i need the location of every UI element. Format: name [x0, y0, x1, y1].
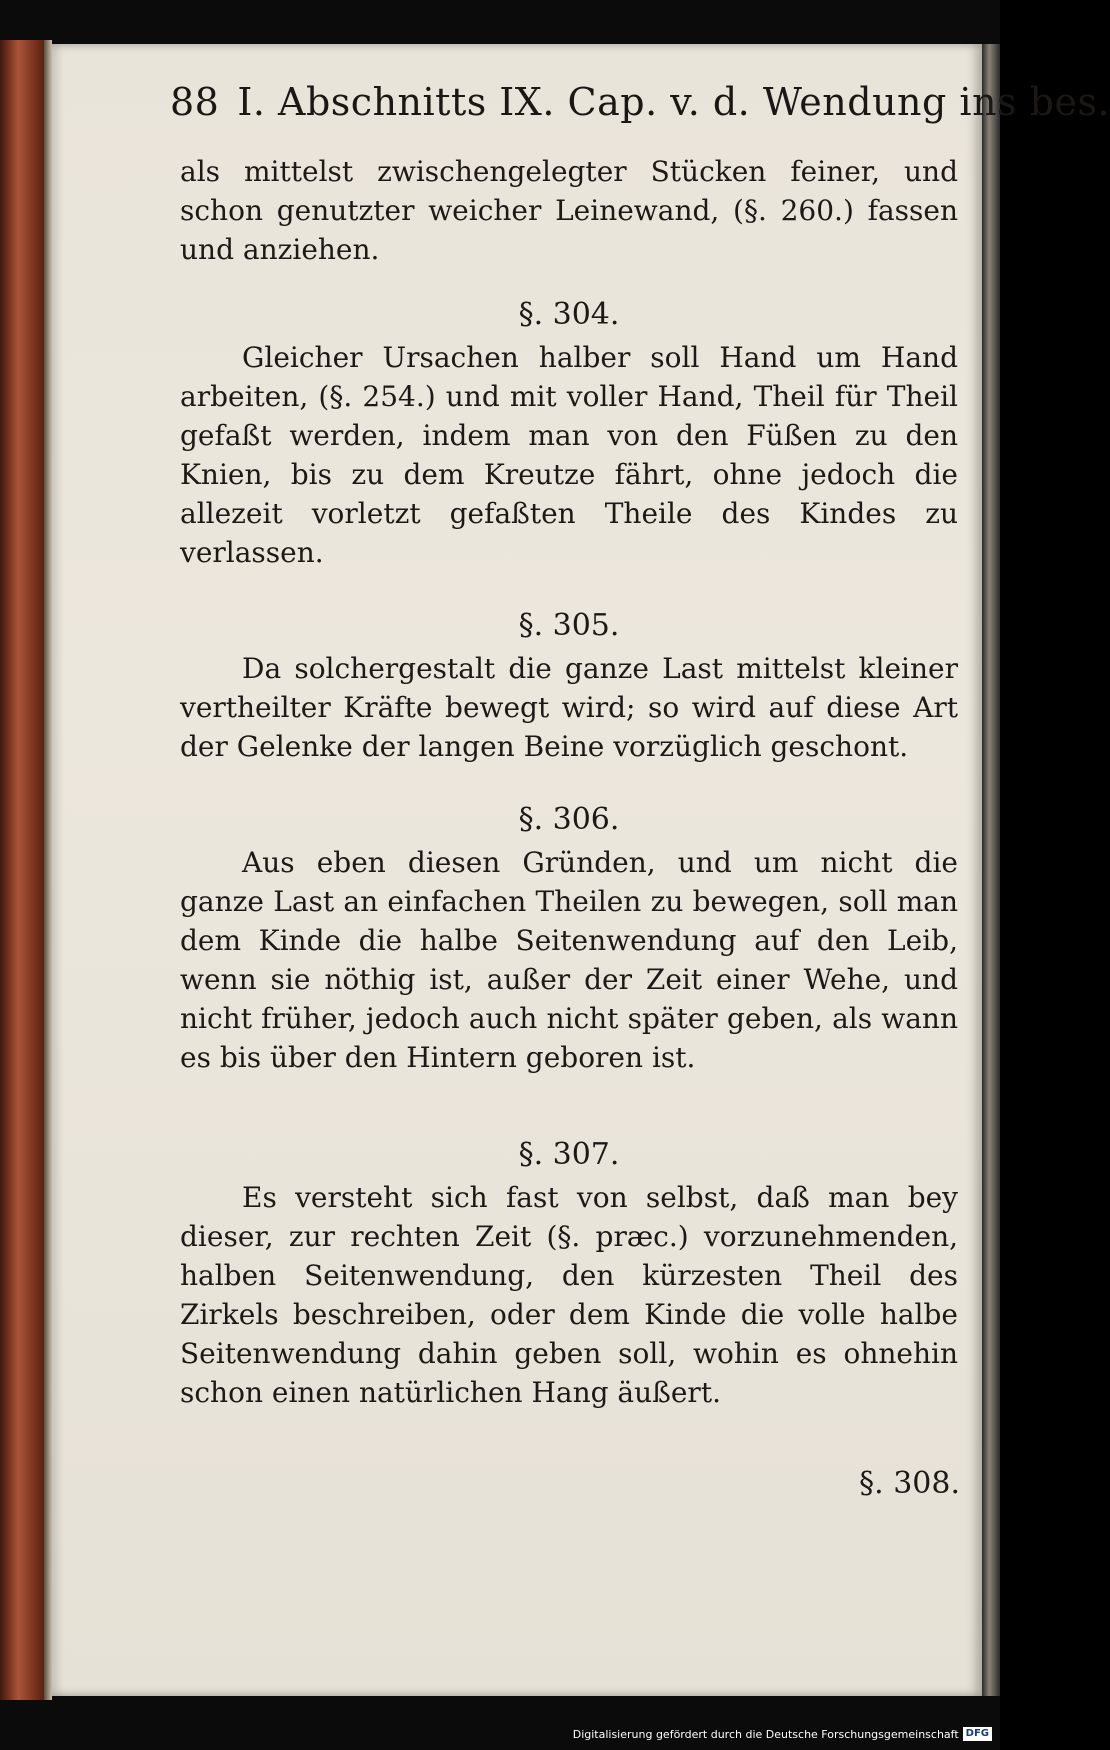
- section-heading-307: §. 307.: [518, 1137, 620, 1172]
- digitization-footer: [573, 1727, 992, 1741]
- section-heading-304: §. 304.: [518, 297, 620, 332]
- page-gutter: [982, 44, 1000, 1696]
- paragraph-305: Da solchergestalt die ganze Last mittelst kleiner vertheilter Kräfte bewegt wird; so wird auf diese Art der Gelenke der langen Beine vorzüglich geschont.: [180, 652, 958, 763]
- section-heading-305: §. 305.: [518, 608, 620, 643]
- paragraph-304: Gleicher Ursachen halber soll Hand um Hand arbeiten, (§. 254.) und mit voller Hand, Theil für Theil gefaßt werden, indem man von den Füßen zu den Knien, bis zu dem Kreutze fährt, ohne jedoch die allezeit vorletzt gefaßten Theile des Kindes zu verlassen.: [180, 341, 958, 569]
- book-edge: [0, 40, 52, 1700]
- dfg-logo: DFG: [963, 1727, 992, 1741]
- paragraph-307: Es versteht sich fast von selbst, daß man bey dieser, zur rechten Zeit (§. præc.) vorzunehmenden, halben Seitenwendung, den kürzesten Theil des Zirkels beschreiben, oder dem Kinde die volle halbe Seitenwendung dahin geben soll, wohin es ohnehin schon einen natürlichen Hang äußert.: [180, 1181, 958, 1409]
- page-number: 88: [170, 80, 220, 124]
- footer-credit: Digitalisierung gefördert durch die Deutsche Forschungsgemeinschaft: [572, 1727, 959, 1741]
- paragraph-continuation: als mittelst zwischengelegter Stücken feiner, und schon genutzter weicher Leinewand, (§. 260.) fassen und anziehen.: [180, 155, 958, 266]
- running-title: I. Abschnitts IX. Cap. v. d. Wendung ins bes.: [237, 80, 1110, 124]
- section-heading-306: §. 306.: [518, 802, 620, 837]
- running-header: [170, 80, 1110, 124]
- page-body: [180, 152, 958, 1412]
- paragraph-306: Aus eben diesen Gründen, und um nicht die ganze Last an einfachen Theilen zu bewegen, soll man dem Kinde die halbe Seitenwendung auf den Leib, wenn sie nöthig ist, außer der Zeit einer Wehe, und nicht früher, jedoch auch nicht später geben, als wann es bis über den Hintern geboren ist.: [180, 846, 958, 1074]
- catchword: §. 308.: [859, 1466, 960, 1501]
